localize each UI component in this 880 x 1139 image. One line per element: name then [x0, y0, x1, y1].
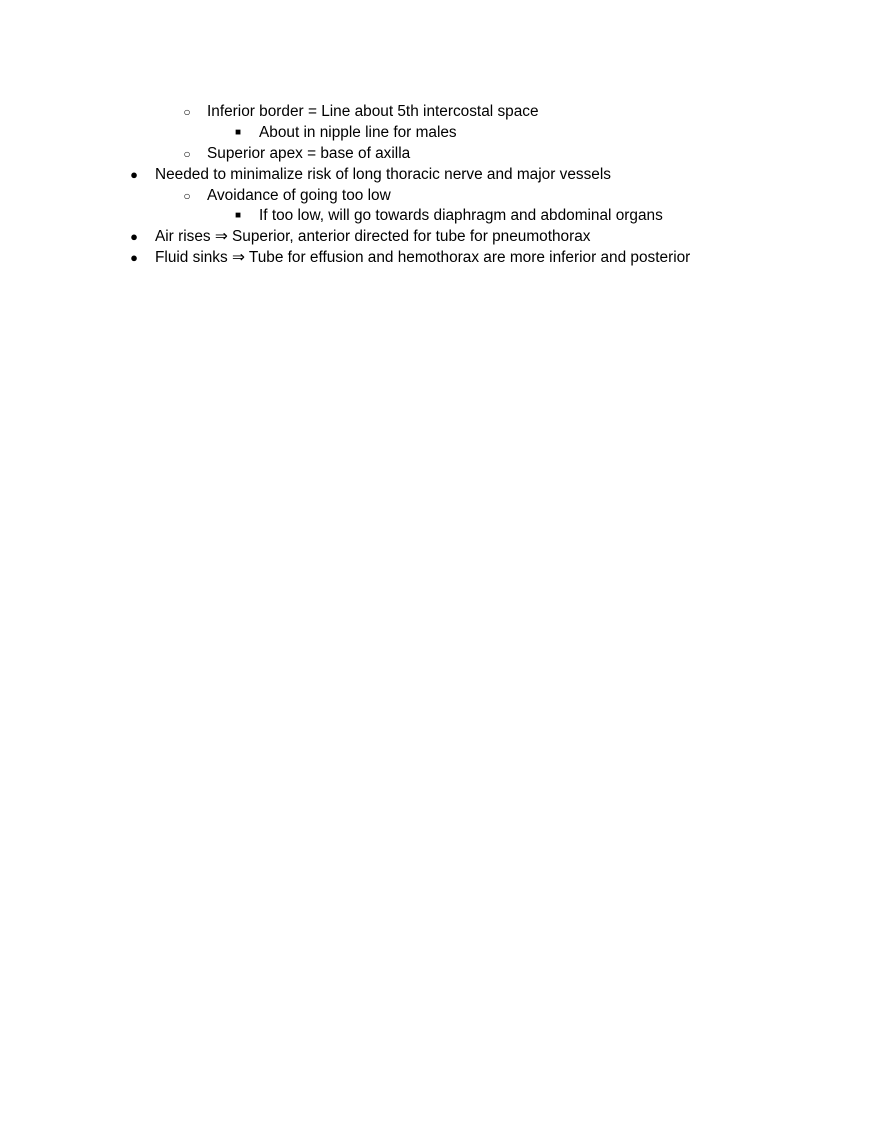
- hollow-circle-bullet-icon: ○: [183, 188, 191, 203]
- list-item: [0, 123, 880, 144]
- list-item-text: Fluid sinks ⇒ Tube for effusion and hemothorax are more inferior and posterior: [155, 249, 691, 267]
- filled-circle-bullet-icon: ●: [130, 229, 138, 245]
- hollow-circle-bullet-icon: ○: [183, 105, 191, 119]
- list-item: [0, 144, 880, 165]
- list-item-text: Superior apex = base of axilla: [207, 144, 411, 162]
- bullet-list: [0, 102, 880, 269]
- filled-circle-bullet-icon: ●: [130, 250, 138, 266]
- square-bullet-icon: ■: [234, 210, 242, 222]
- list-item-text: Air rises ⇒ Superior, anterior directed for tube for pneumothorax: [155, 228, 591, 246]
- list-item: [0, 227, 880, 248]
- list-item-text: About in nipple line for males: [259, 123, 457, 141]
- list-item-text: If too low, will go towards diaphragm and abdominal organs: [259, 207, 663, 225]
- list-item: [0, 165, 880, 186]
- list-item-text: Needed to minimalize risk of long thoracic nerve and major vessels: [155, 165, 611, 183]
- list-item: [0, 186, 880, 207]
- square-bullet-icon: ■: [234, 126, 242, 138]
- list-item-text: Inferior border = Line about 5th intercostal space: [207, 103, 539, 120]
- hollow-circle-bullet-icon: ○: [183, 146, 191, 161]
- filled-circle-bullet-icon: ●: [130, 166, 138, 182]
- list-item: [0, 102, 880, 123]
- list-item-text: Avoidance of going too low: [207, 186, 391, 204]
- list-item: [0, 248, 880, 269]
- list-item: [0, 206, 880, 227]
